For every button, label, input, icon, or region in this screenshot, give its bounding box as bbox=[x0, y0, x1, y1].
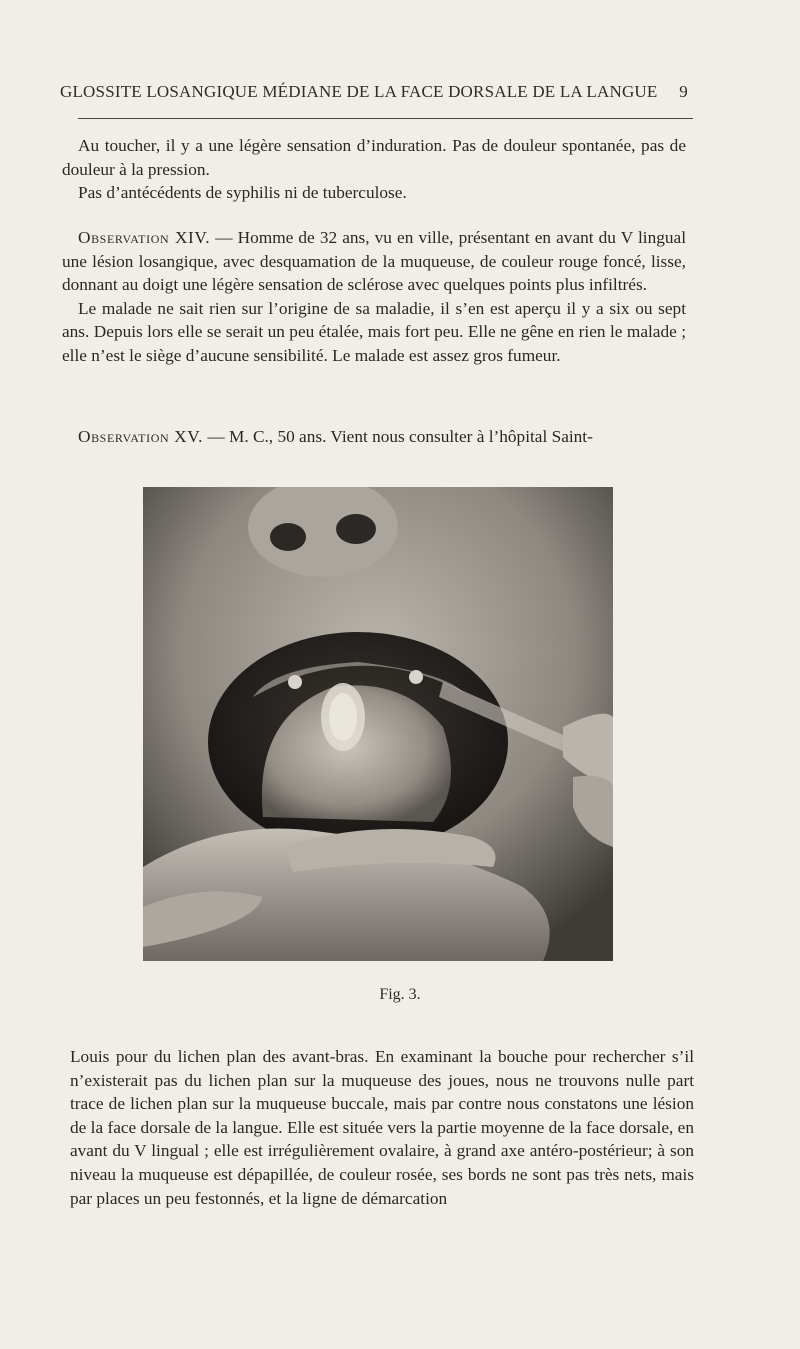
header-rule bbox=[78, 118, 693, 119]
top-paragraphs bbox=[62, 134, 686, 205]
observation-15-label: Observation XV. bbox=[78, 427, 204, 446]
figure-caption: Fig. 3. bbox=[379, 986, 421, 1003]
observation-14-paragraph bbox=[62, 226, 686, 297]
running-head bbox=[60, 82, 688, 106]
right-nostril bbox=[336, 514, 376, 544]
bottom-paragraph: Louis pour du lichen plan des avant-bras. En examinant la bouche pour rechercher s’il n’existerait pas du lichen plan sur la muqueuse des joues, nous ne trouvons nulle part trace de lichen plan sur la muqueuse buccale, mais par contre nous constatons une lésion de la face dorsale de la langue. Elle est située vers la partie moyenne de la face dorsale, en avant du V lingual ; elle est irrégulièrement ovalaire, à grand axe antéro-postérieur; à son niveau la muqueuse est dépapillée, de couleur rosée, ses bords ne sont pas très nets, mais par places un peu festonnés, et la ligne de démarcation bbox=[70, 1047, 694, 1208]
tooth bbox=[409, 670, 423, 684]
observation-15-text: — M. C., 50 ans. Vient nous consulter à l’hôpital Saint- bbox=[203, 427, 593, 446]
figure-photograph bbox=[143, 487, 613, 961]
tongue-photograph-illustration bbox=[143, 487, 613, 961]
paragraph-induration: Au toucher, il y a une légère sensation d’induration. Pas de douleur spontanée, pas de douleur à la pression. bbox=[62, 136, 686, 179]
left-nostril bbox=[270, 523, 306, 551]
observation-14-continued: Le malade ne sait rien sur l’origine de sa maladie, il s’en est aperçu il y a six ou sept ans. Depuis lors elle se serait un peu étalée, mais fort peu. Elle ne gêne en rien le malade ; elle n’est le siège d’aucune sensibilité. Le malade est assez gros fumeur. bbox=[62, 298, 686, 365]
page-number: 9 bbox=[679, 82, 688, 101]
running-head-title: GLOSSITE LOSANGIQUE MÉDIANE DE LA FACE DORSALE DE LA LANGUE bbox=[60, 82, 658, 101]
observation-15-paragraph bbox=[62, 425, 686, 449]
observation-15-block bbox=[62, 425, 686, 449]
lesion-center bbox=[329, 693, 357, 741]
observation-14-label: Observation XIV. bbox=[78, 228, 211, 247]
bottom-paragraph-block bbox=[70, 1045, 694, 1210]
observation-14-text: — Homme de 32 ans, vu en ville, présentant en avant du V lingual une lésion losangique, avec desquamation de la muqueuse, de couleur rouge foncé, lisse, donnant au doigt une légère sensation de sclérose avec quelques points plus infiltrés. bbox=[62, 228, 686, 295]
observation-14-block bbox=[62, 226, 686, 368]
tooth bbox=[288, 675, 302, 689]
paragraph-antecedents: Pas d’antécédents de syphilis ni de tuberculose. bbox=[78, 183, 407, 203]
